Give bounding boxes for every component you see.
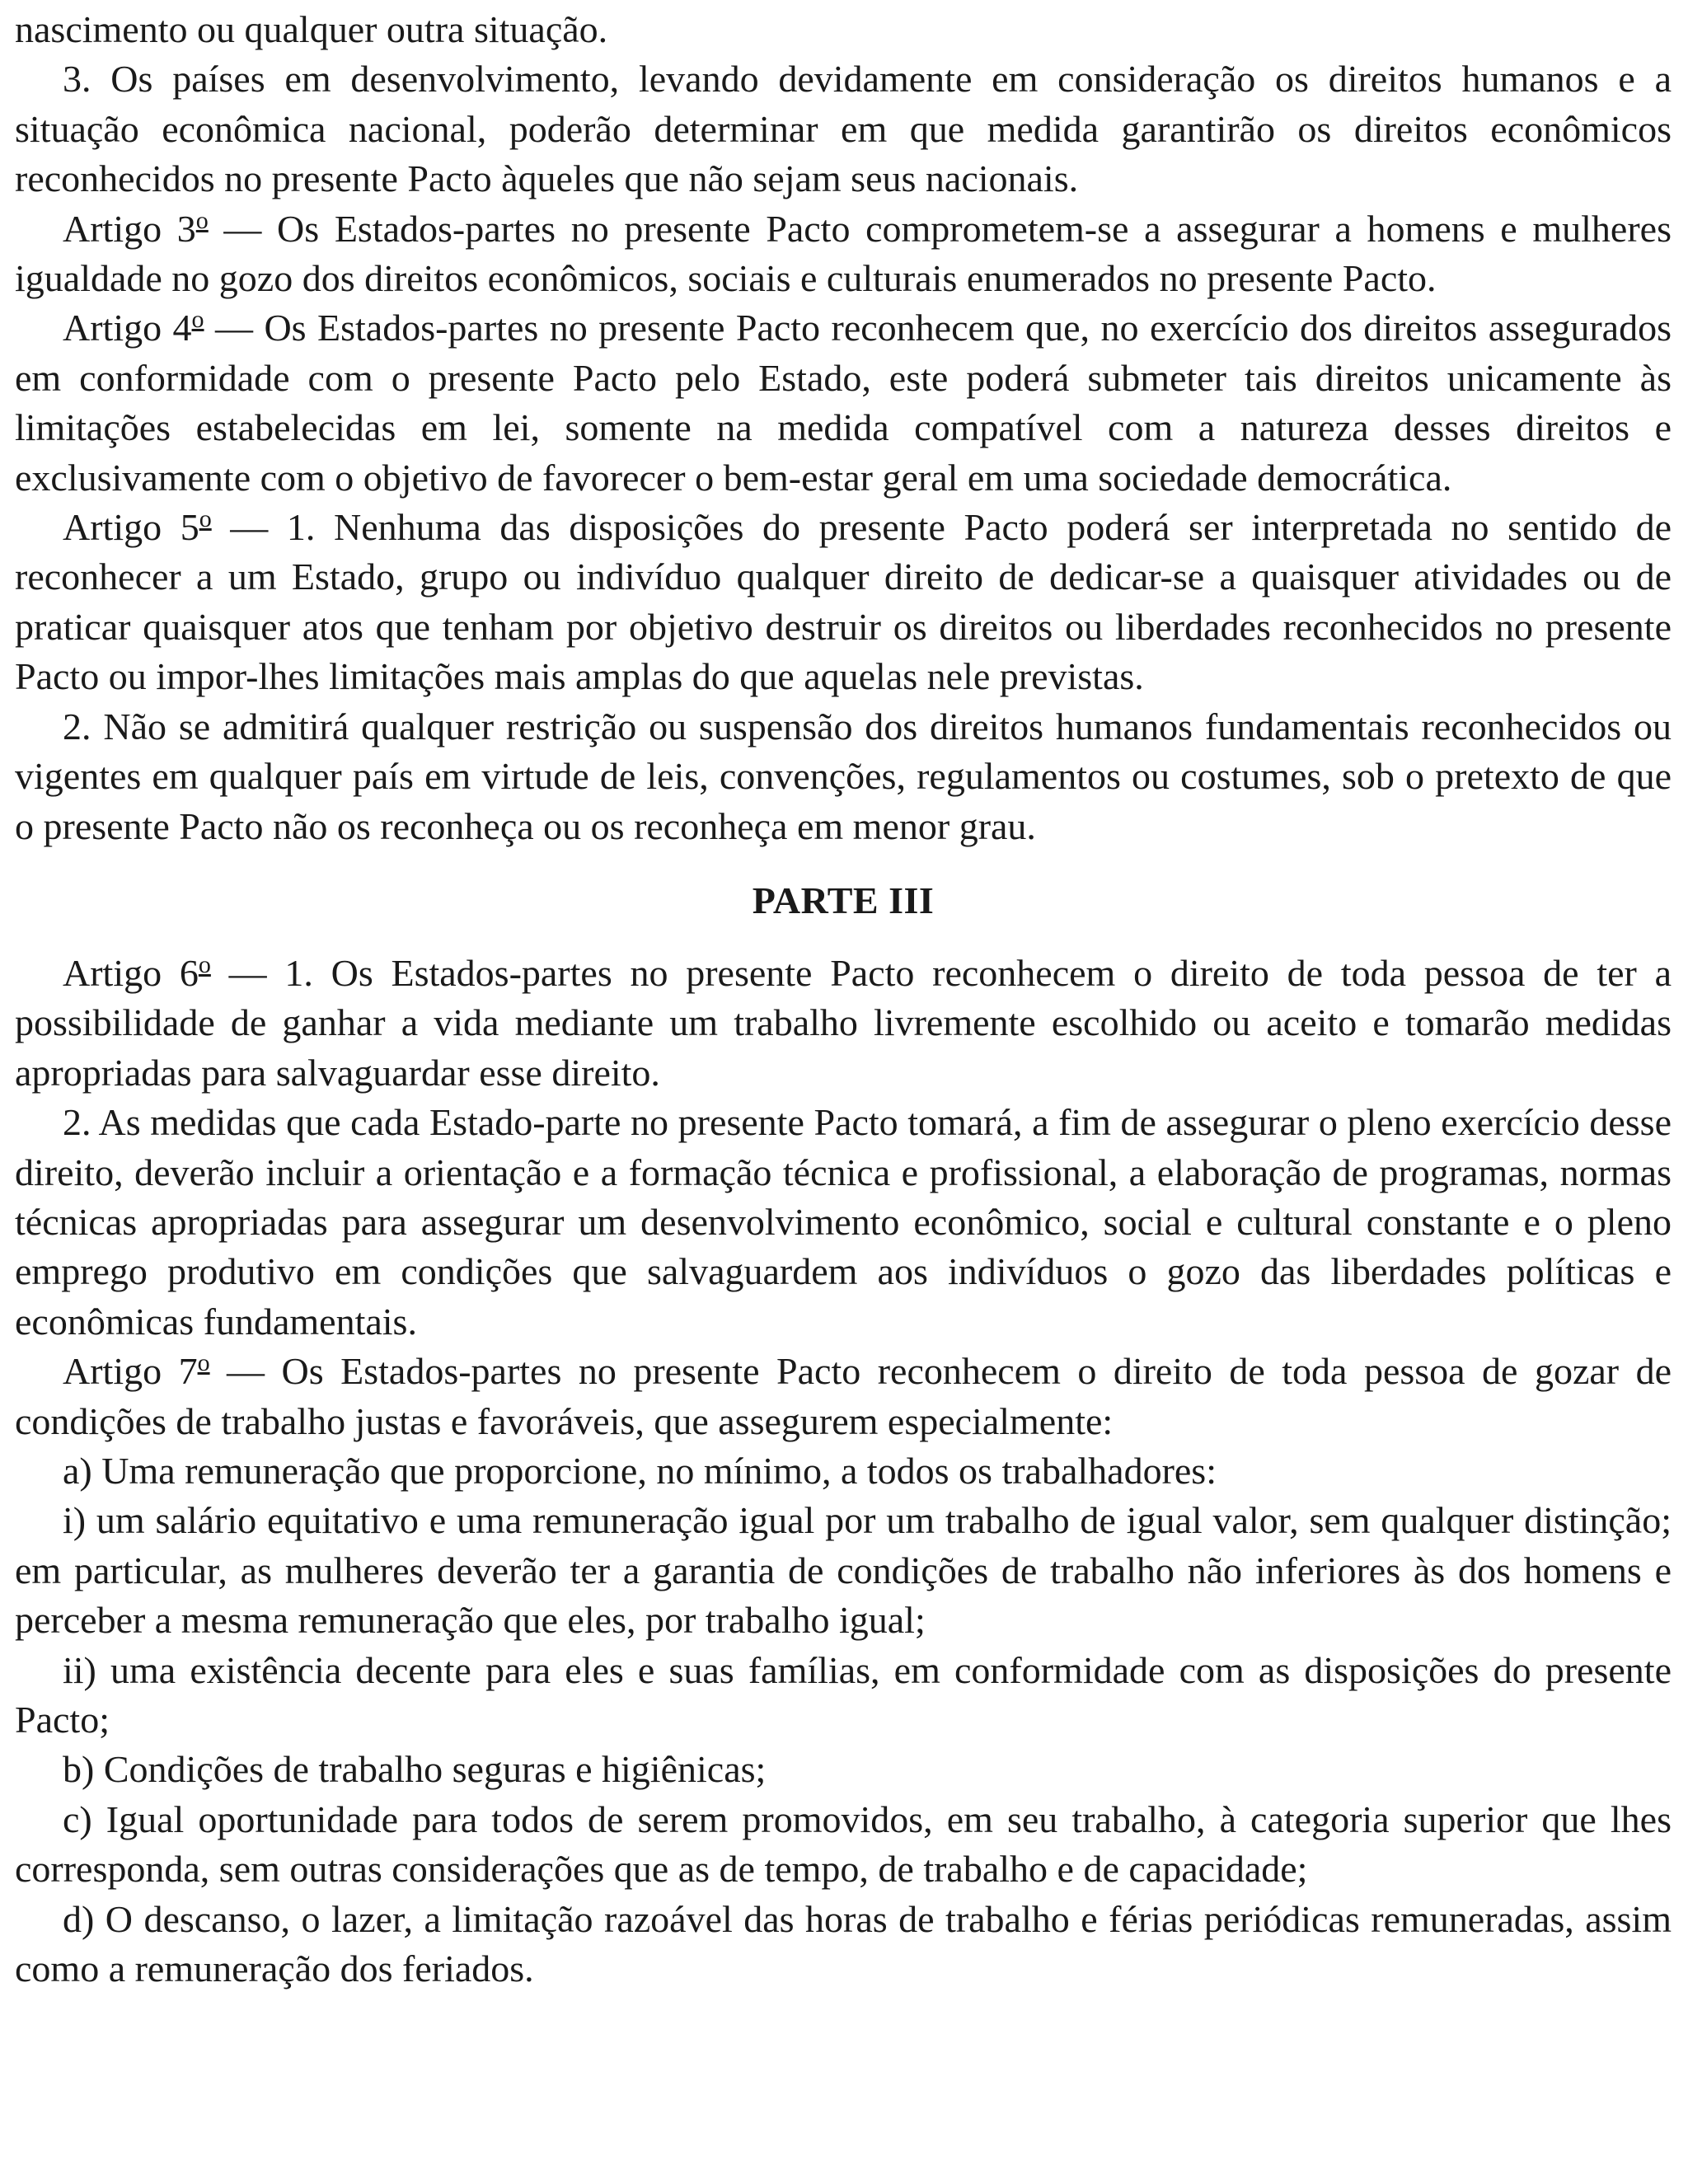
paragraph-article-7-c: c) Igual oportunidade para todos de serem promovidos, em seu trabalho, à categoria superior que lhes corresponda, sem outras considerações que as de tempo, de trabalho e de capacidade; [15,1797,1672,1891]
paragraph-article-7-a-ii: ii) uma existência decente para eles e suas famílias, em conformidade com as disposições do presente Pacto; [15,1648,1672,1741]
paragraph-article-5 [15,503,1672,702]
article-5-text: — 1. Nenhuma das disposições do presente Pacto poderá ser interpretada no sentido de reconhecer a um Estado, grupo ou indivíduo qualquer direito de dedicar-se a quaisquer atividades ou de praticar quaisquer atos que tenham por objetivo destruir os direitos ou liberdades reconhecidos no presente Pacto ou impor-lhes limitações mais amplas do que aquelas nele previstas. [15,506,1672,698]
paragraph-article-7-a: a) Uma remuneração que proporcione, no mínimo, a todos os trabalhadores: [63,1449,1217,1492]
article-5-ordinal: o [199,505,212,533]
paragraph-article-3 [15,204,1672,304]
paragraph-article-7-d: d) O descanso, o lazer, a limitação razoável das horas de trabalho e férias periódicas remuneradas, assim como a remuneração dos feriados. [15,1897,1672,1990]
article-7-label: Artigo 7 [63,1350,198,1393]
article-3-ordinal: o [195,206,209,234]
article-5-label: Artigo 5 [63,506,199,549]
paragraph-art2-item3: 3. Os países em desenvolvimento, levando devidamente em consideração os direitos humanos e a situação econômica nacional, poderão determinar em que medida garantirão os direitos econômicos reconhecidos no presente Pacto àqueles que não sejam seus nacionais. [15,58,1672,200]
paragraph-continuation: nascimento ou qualquer outra situação. [15,8,608,50]
article-7-text: — Os Estados-partes no presente Pacto reconhecem o direito de toda pessoa de gozar de condições de trabalho justas e favoráveis, que assegurem especialmente: [15,1350,1672,1442]
article-6-label: Artigo 6 [63,951,199,994]
section-heading: PARTE III [752,879,935,921]
paragraph-article-7-b: b) Condições de trabalho seguras e higiênicas; [63,1748,767,1791]
article-3-label: Artigo 3 [63,207,196,250]
paragraph-article-4 [15,303,1672,503]
article-3-text: — Os Estados-partes no presente Pacto comprometem-se a assegurar a homens e mulheres igualdade no gozo dos direitos econômicos, sociais e culturais enumerados no presente Pacto. [15,207,1672,300]
article-4-label: Artigo 4 [63,307,192,349]
article-6-ordinal: o [198,950,211,978]
article-6-text: — 1. Os Estados-partes no presente Pacto reconhecem o direito de toda pessoa de ter a possibilidade de ganhar a vida mediante um trabalho livremente escolhido ou aceito e tomarão medidas apropriadas para salvaguardar esse direito. [15,951,1672,1094]
article-7-ordinal: o [197,1349,210,1377]
article-4-ordinal: o [191,306,204,334]
paragraph-article-7 [15,1347,1672,1446]
paragraph-article-7-a-i: i) um salário equitativo e uma remuneração igual por um trabalho de igual valor, sem qualquer distinção; em particular, as mulheres deverão ter a garantia de condições de trabalho não inferiores às dos homens e perceber a mesma remuneração que eles, por trabalho igual; [15,1499,1672,1642]
paragraph-article-6 [15,949,1672,1098]
paragraph-article-5-item2: 2. Não se admitirá qualquer restrição ou suspensão dos direitos humanos fundamentais reconhecidos ou vigentes em qualquer país em virtude de leis, convenções, regulamentos ou costumes, sob o pretexto de que o presente Pacto não os reconheça ou os reconheça em menor grau. [15,705,1672,847]
article-4-text: — Os Estados-partes no presente Pacto reconhecem que, no exercício dos direitos assegurados em conformidade com o presente Pacto pelo Estado, este poderá submeter tais direitos unicamente às limitações estabelecidas em lei, somente na medida compatível com a natureza desses direitos e exclusivamente com o objetivo de favorecer o bem-estar geral em uma sociedade democrática. [15,307,1672,499]
paragraph-article-6-item2: 2. As medidas que cada Estado-parte no presente Pacto tomará, a fim de assegurar o pleno exercício desse direito, deverão incluir a orientação e a formação técnica e profissional, a elaboração de programas, normas técnicas apropriadas para assegurar um desenvolvimento econômico, social e cultural constante e o pleno emprego produtivo em condições que salvaguardem aos indivíduos o gozo das liberdades políticas e econômicas fundamentais. [15,1101,1672,1343]
